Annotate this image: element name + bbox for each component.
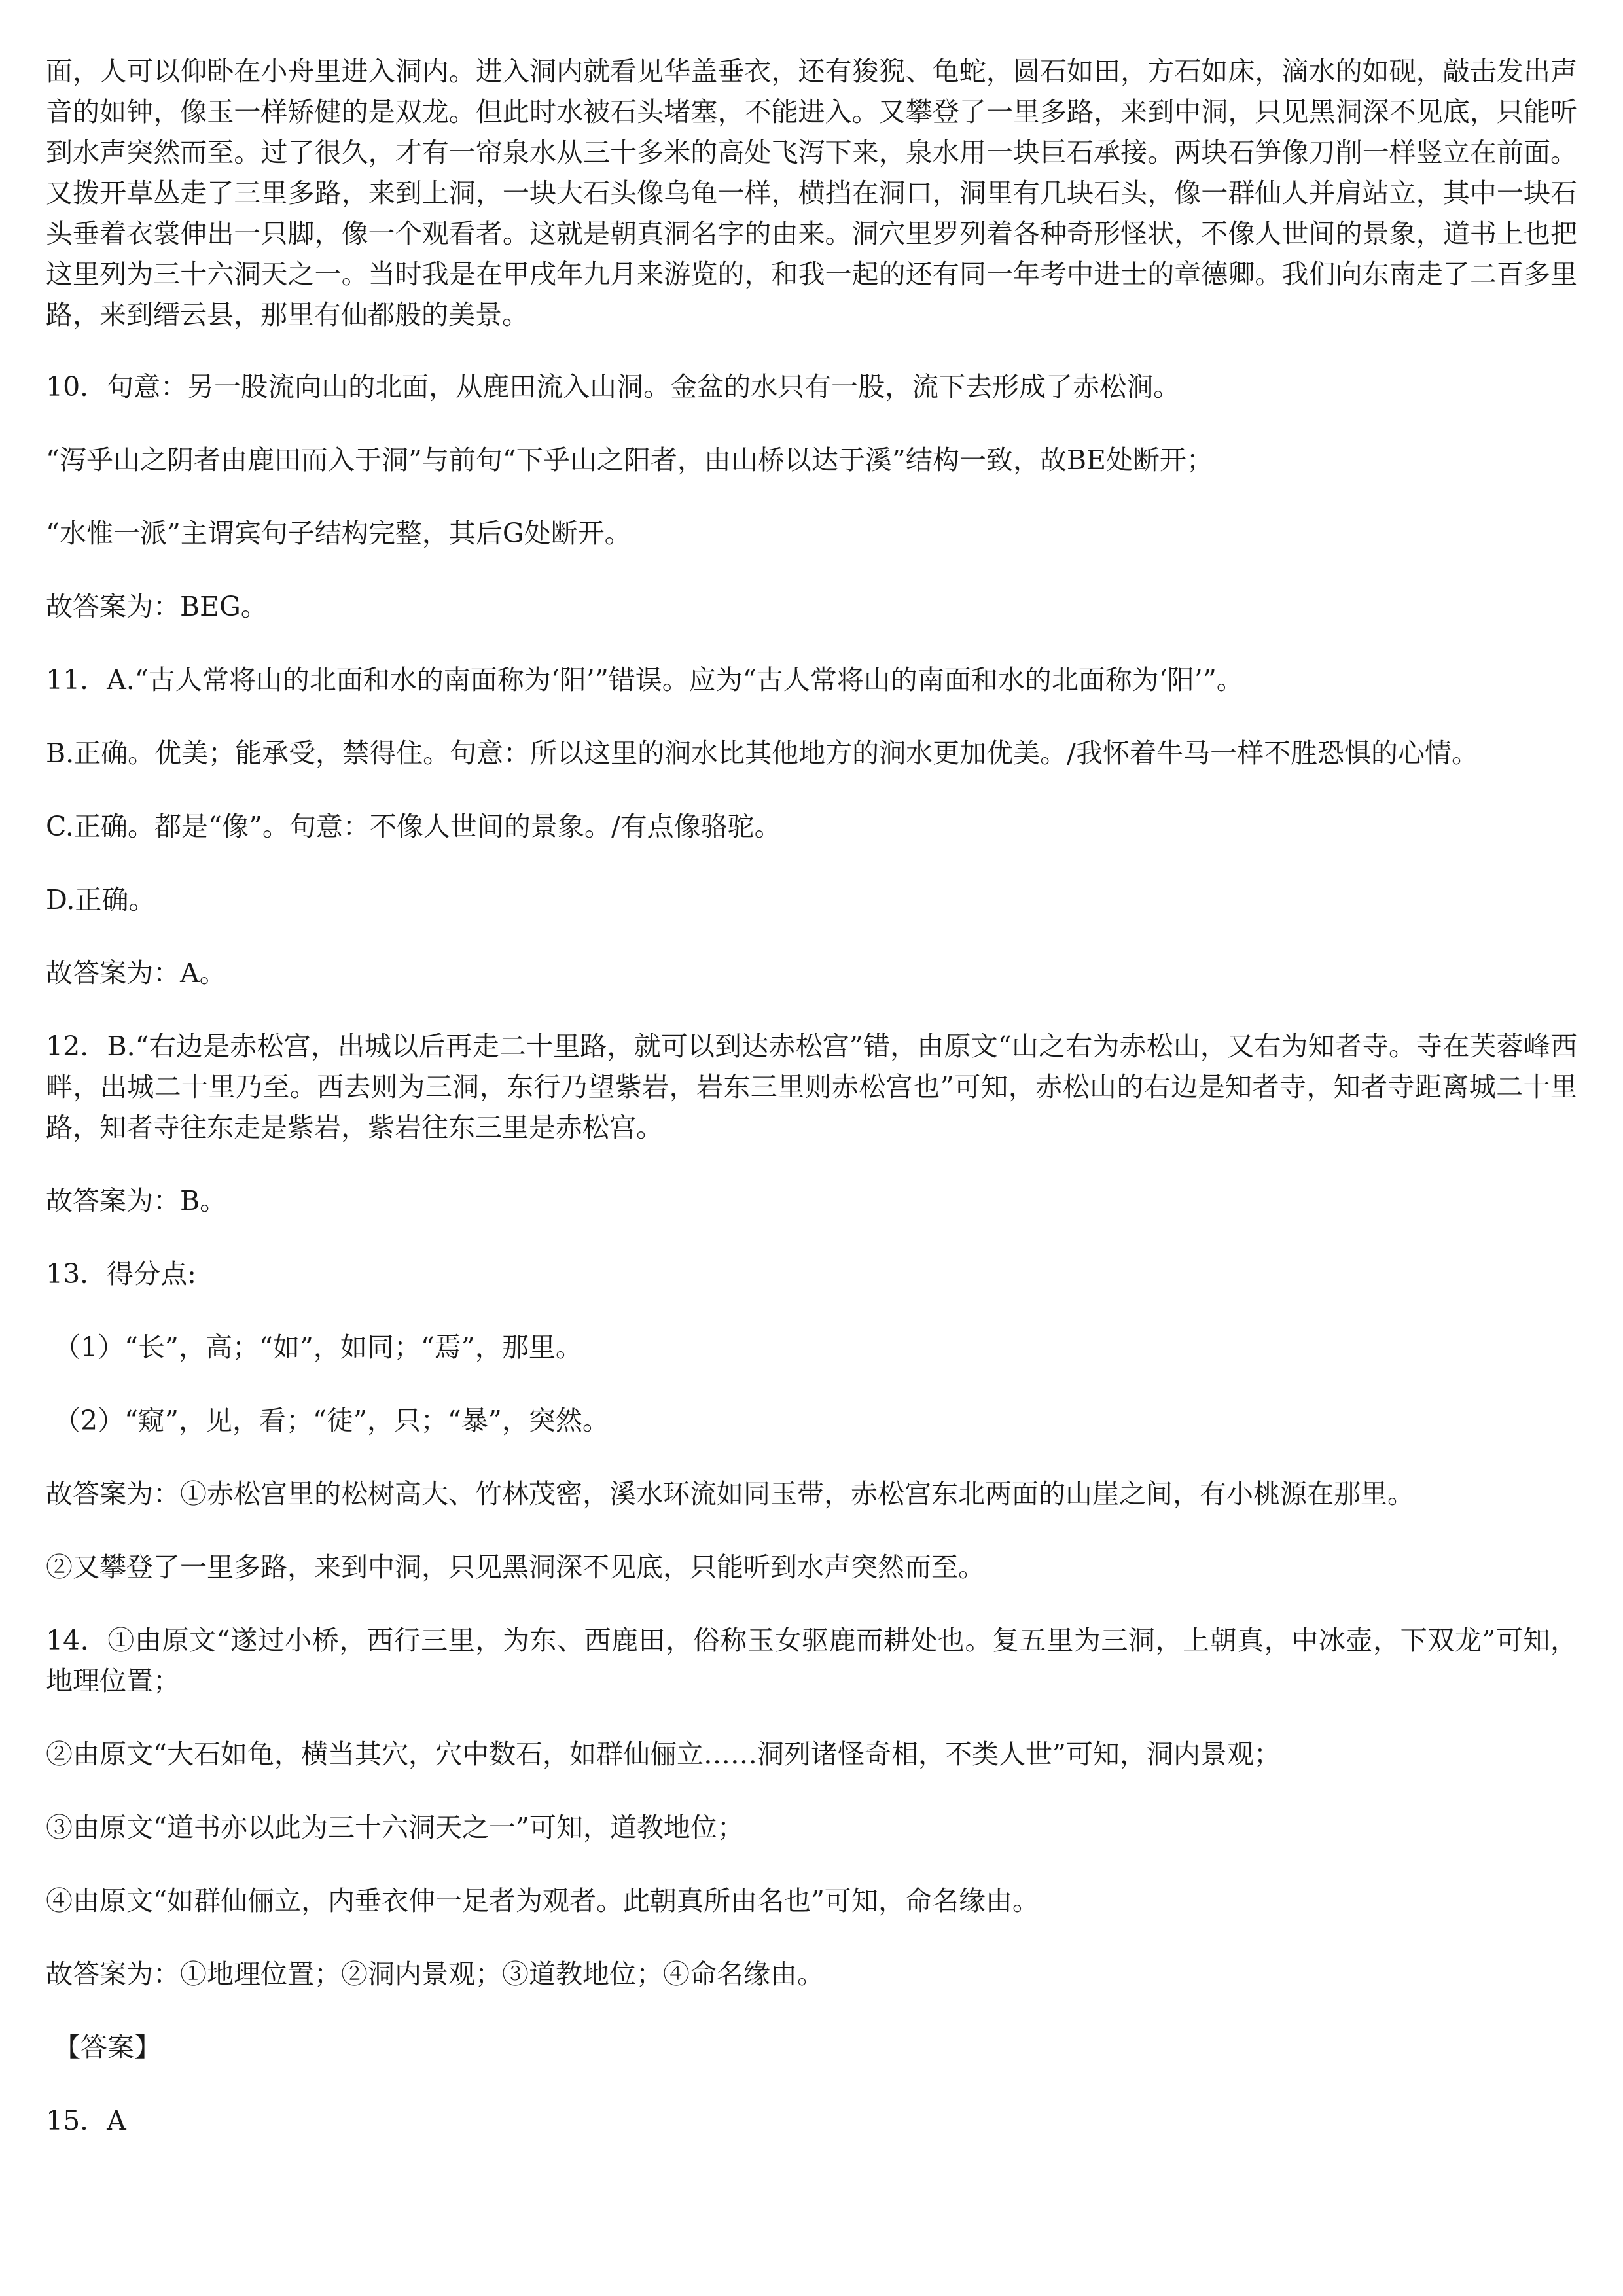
q11-answer: 故答案为：A。 [46, 957, 226, 989]
q14-point-1: 14．①由原文“遂过小桥，西行三里，为东、西鹿田，俗称玉女驱鹿而耕处也。复五里为三洞，上朝真，中冰壶，下双龙”可知，地理位置； [46, 1625, 1577, 1697]
q15-answer: 15．A [46, 2105, 126, 2136]
q10-break-g: “水惟一派”主谓宾句子结构完整，其后G处断开。 [46, 518, 632, 549]
q14-point-3: ③由原文“道书亦以此为三十六洞天之一”可知，道教地位； [46, 1812, 744, 1843]
q13-point-1: （1）“长”，高；“如”，如同；“焉”，那里。 [54, 1332, 582, 1363]
q14-point-4: ④由原文“如群仙俪立，内垂衣伸一足者为观者。此朝真所由名也”可知，命名缘由。 [46, 1885, 1039, 1916]
document-page [46, 51, 1577, 2174]
q13-point-2: （2）“窥”，见，看；“徒”，只；“暴”，突然。 [54, 1405, 609, 1436]
q13-heading: 13．得分点: [46, 1258, 196, 1290]
q12-explanation: 12．B.“右边是赤松宫，出城以后再走二十里路，就可以到达赤松宫”错，由原文“山之右为赤松山，又右为知者寺。寺在芙蓉峰西畔，出城二十里乃至。西去则为三洞，东行乃望紫岩，岩东三里则赤松宫也”可知，赤松山的右边是知者寺，知者寺距离城二十里路，知者寺往东走是紫岩，紫岩往东三里是赤松宫。 [46, 1031, 1577, 1143]
q12-answer: 故答案为：B。 [46, 1185, 227, 1216]
q14-answer: 故答案为：①地理位置；②洞内景观；③道教地位；④命名缘由。 [46, 1958, 824, 1990]
q10-answer: 故答案为：BEG。 [46, 591, 268, 622]
translation-paragraph: 面，人可以仰卧在小舟里进入洞内。进入洞内就看见华盖垂衣，还有狻猊、龟蛇，圆石如田，方石如床，滴水的如砚，敲击发出声音的如钟，像玉一样矫健的是双龙。但此时水被石头堵塞，不能进入。又攀登了一里多路，来到中洞，只见黑洞深不见底，只能听到水声突然而至。过了很久，才有一帘泉水从三十多米的高处飞泻下来，泉水用一块巨石承接。两块石笋像刀削一样竖立在前面。又拨开草丛走了三里多路，来到上洞，一块大石头像乌龟一样，横挡在洞口，洞里有几块石头，像一群仙人并肩站立，其中一块石头垂着衣裳伸出一只脚，像一个观看者。这就是朝真洞名字的由来。洞穴里罗列着各种奇形怪状，不像人世间的景象，道书上也把这里列为三十六洞天之一。当时我是在甲戌年九月来游览的，和我一起的还有同一年考中进士的章德卿。我们向东南走了二百多里路，来到缙云县，那里有仙都般的美景。 [46, 56, 1577, 330]
q11-option-d: D.正确。 [46, 884, 156, 915]
q13-answer-2: ②又攀登了一里多路，来到中洞，只见黑洞深不见底，只能听到水声突然而至。 [46, 1551, 985, 1583]
answer-heading: 【答案】 [54, 2032, 161, 2063]
q14-point-2: ②由原文“大石如龟，横当其穴，穴中数石，如群仙俪立……洞列诸怪奇相，不类人世”可知，洞内景观； [46, 1739, 1281, 1770]
q10-explanation: 10．句意：另一股流向山的北面，从鹿田流入山洞。金盆的水只有一股，流下去形成了赤松涧。 [46, 371, 1181, 402]
q11-option-a: 11．A.“古人常将山的北面和水的南面称为‘阳’”错误。应为“古人常将山的南面和水的北面称为‘阳’”。 [46, 664, 1243, 696]
q10-break-be: “泻乎山之阴者由鹿田而入于洞”与前句“下乎山之阳者，由山桥以达于溪”结构一致，故BE处断开； [46, 444, 1213, 476]
q13-answer-1: 故答案为：①赤松宫里的松树高大、竹林茂密，溪水环流如同玉带，赤松宫东北两面的山崖之间，有小桃源在那里。 [46, 1478, 1414, 1510]
q11-option-c: C.正确。都是“像”。句意：不像人世间的景象。/有点像骆驼。 [46, 811, 781, 842]
q11-option-b: B.正确。优美；能承受，禁得住。句意：所以这里的涧水比其他地方的涧水更加优美。/我怀着牛马一样不胜恐惧的心情。 [46, 737, 1478, 769]
